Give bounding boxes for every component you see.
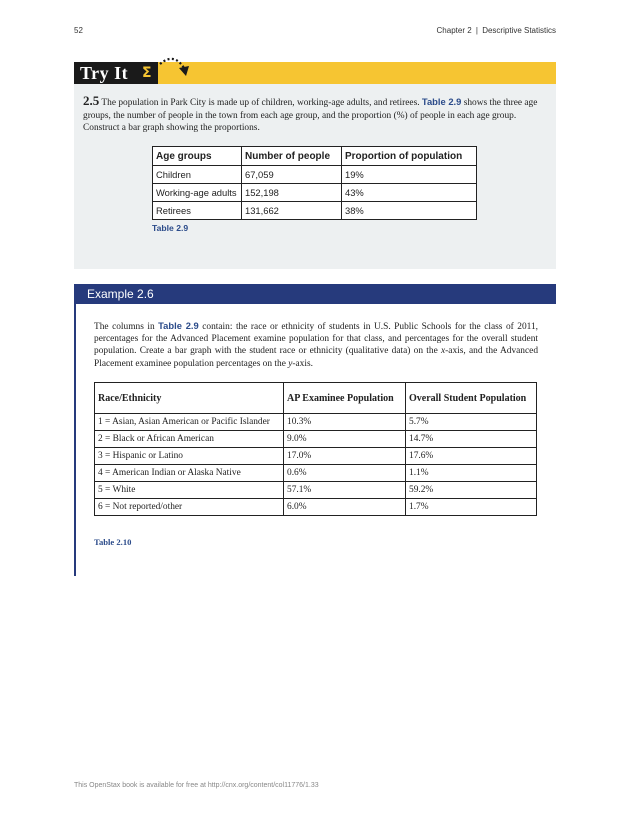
table-row bbox=[153, 184, 477, 202]
table-cell: 10.3% bbox=[284, 414, 406, 431]
table-row bbox=[95, 414, 537, 431]
header-race-ethnicity: Race/Ethnicity bbox=[95, 383, 284, 414]
try-it-problem-text bbox=[83, 95, 549, 135]
table-row bbox=[95, 431, 537, 448]
try-it-box bbox=[74, 62, 556, 269]
table-cell: 1.1% bbox=[406, 465, 537, 482]
table-cell: 2 = Black or African American bbox=[95, 431, 284, 448]
table-cell: 152,198 bbox=[242, 184, 342, 202]
table-row bbox=[95, 448, 537, 465]
example-body-text bbox=[94, 320, 538, 370]
table-cell: 5.7% bbox=[406, 414, 537, 431]
table-row bbox=[153, 166, 477, 184]
example-title: Example 2.6 bbox=[74, 284, 556, 304]
running-head-separator: | bbox=[475, 26, 478, 35]
table-row bbox=[95, 482, 537, 499]
table-cell: 19% bbox=[342, 166, 477, 184]
table-cell: 38% bbox=[342, 202, 477, 220]
table-2-9-link[interactable]: Table 2.9 bbox=[158, 320, 199, 331]
x-axis-variable: x bbox=[441, 346, 446, 357]
table-cell: 5 = White bbox=[95, 482, 284, 499]
example-text-4: -axis. bbox=[292, 358, 313, 369]
table-cell: 6.0% bbox=[284, 499, 406, 516]
problem-text-end: shows the three age groups, the number of people in the town from each age group, and the proportion (%) of people in each age group. Construct a bar graph showing the proportions. bbox=[83, 98, 538, 134]
table-cell: 43% bbox=[342, 184, 477, 202]
table-cell: 67,059 bbox=[242, 166, 342, 184]
example-text-3: -axis, and the Advanced Placement examinee population percentages on the bbox=[94, 346, 539, 369]
example-left-rule bbox=[74, 304, 76, 576]
chapter-label: Chapter 2 bbox=[436, 26, 472, 35]
table-cell: 57.1% bbox=[284, 482, 406, 499]
page-number: 52 bbox=[74, 26, 83, 35]
table-cell: 17.0% bbox=[284, 448, 406, 465]
header-age-groups: Age groups bbox=[153, 147, 242, 166]
table-cell: 3 = Hispanic or Latino bbox=[95, 448, 284, 465]
header-proportion: Proportion of population bbox=[342, 147, 477, 166]
table-cell: Retirees bbox=[153, 202, 242, 220]
table-caption: Table 2.9 bbox=[152, 223, 189, 233]
section-label: Descriptive Statistics bbox=[482, 26, 556, 35]
table-cell: 9.0% bbox=[284, 431, 406, 448]
table-cell: 59.2% bbox=[406, 482, 537, 499]
try-it-badge: Try It bbox=[74, 62, 158, 84]
y-axis-variable: y bbox=[288, 358, 293, 369]
dotted-arrow-icon bbox=[158, 54, 192, 82]
table-2-9 bbox=[152, 146, 477, 220]
table-2-10 bbox=[94, 382, 537, 516]
table-cell: Working-age adults bbox=[153, 184, 242, 202]
sigma-icon: Σ bbox=[142, 65, 152, 81]
table-cell: 14.7% bbox=[406, 431, 537, 448]
table-cell: 6 = Not reported/other bbox=[95, 499, 284, 516]
table-cell: 17.6% bbox=[406, 448, 537, 465]
table-row bbox=[95, 465, 537, 482]
exercise-number: 2.5 bbox=[83, 93, 100, 108]
table-cell: 1 = Asian, Asian American or Pacific Islander bbox=[95, 414, 284, 431]
header-overall-student: Overall Student Population bbox=[406, 383, 537, 414]
table-2-9-link[interactable]: Table 2.9 bbox=[421, 96, 462, 107]
running-head bbox=[437, 26, 556, 35]
table-row bbox=[153, 202, 477, 220]
footer-text: This OpenStax book is available for free at http://cnx.org/content/col11776/1.33 bbox=[74, 782, 319, 789]
table-cell: 0.6% bbox=[284, 465, 406, 482]
table-header-row bbox=[153, 147, 477, 166]
table-caption: Table 2.10 bbox=[94, 537, 132, 547]
table-cell: 131,662 bbox=[242, 202, 342, 220]
header-ap-examinee: AP Examinee Population bbox=[284, 383, 406, 414]
table-cell: Children bbox=[153, 166, 242, 184]
table-header-row bbox=[95, 383, 537, 414]
example-text-2: contain: the race or ethnicity of students in U.S. Public Schools for the class of 2011, percentages for the Advanced Placement examine population for that class, and percentages for the overall student population. Create a bar graph with the student race or ethnicity (qualitative data) on the bbox=[94, 322, 538, 357]
table-cell: 4 = American Indian or Alaska Native bbox=[95, 465, 284, 482]
example-text-1: The columns in bbox=[94, 322, 159, 332]
table-cell: 1.7% bbox=[406, 499, 537, 516]
problem-text-start: The population in Park City is made up of children, working-age adults, and retirees. bbox=[99, 98, 422, 108]
table-row bbox=[95, 499, 537, 516]
header-number-of-people: Number of people bbox=[242, 147, 342, 166]
